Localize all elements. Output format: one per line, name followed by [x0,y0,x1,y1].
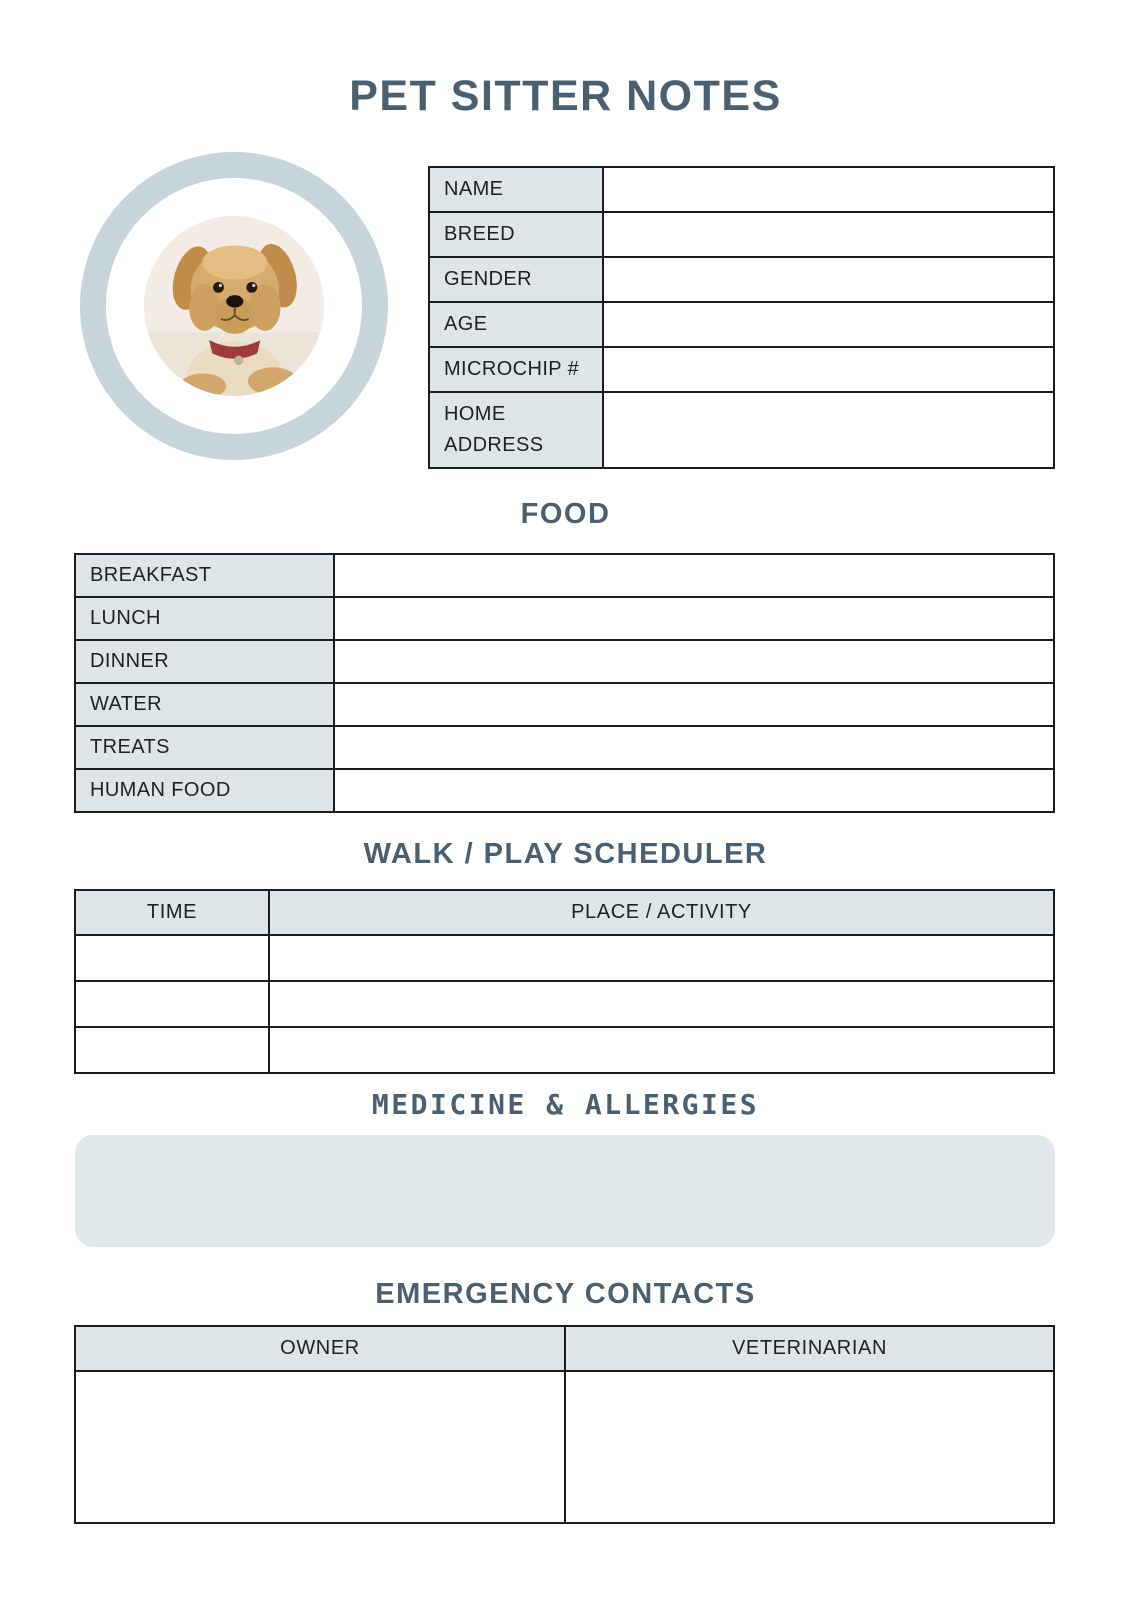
pet-photo-frame [80,152,388,460]
food-value-lunch[interactable] [334,597,1054,640]
walk-activity-cell-3[interactable] [269,1027,1054,1073]
pet-info-value-microchip[interactable] [603,347,1054,392]
walk-scheduler-heading: WALK / PLAY SCHEDULER [363,838,768,870]
emergency-owner-cell[interactable] [75,1371,565,1523]
pet-info-value-breed[interactable] [603,212,1054,257]
pet-info-value-age[interactable] [603,302,1054,347]
food-label-breakfast: BREAKFAST [75,554,334,597]
food-heading: FOOD [520,498,611,530]
walk-activity-cell-2[interactable] [269,981,1054,1027]
food-value-human-food[interactable] [334,769,1054,812]
pet-info-label-home-address: HOME ADDRESS [429,392,603,468]
walk-time-cell-3[interactable] [75,1027,269,1073]
walk-time-cell-1[interactable] [75,935,269,981]
pet-info-table [428,166,1055,469]
page-title: PET SITTER NOTES [349,72,782,120]
pet-info-label-breed: BREED [429,212,603,257]
walk-scheduler-table [74,889,1055,1074]
emergency-veterinarian-cell[interactable] [565,1371,1054,1523]
pet-photo-inner-ring [106,178,362,434]
dog-photo [144,216,324,396]
walk-time-cell-2[interactable] [75,981,269,1027]
pet-info-value-home-address[interactable] [603,392,1054,468]
emergency-column-header-veterinarian: VETERINARIAN [565,1326,1054,1371]
food-value-breakfast[interactable] [334,554,1054,597]
walk-column-header-time: TIME [75,890,269,935]
pet-info-label-gender: GENDER [429,257,603,302]
pet-info-value-name[interactable] [603,167,1054,212]
emergency-column-header-owner: OWNER [75,1326,565,1371]
medicine-notes-box[interactable] [75,1135,1055,1247]
food-table [74,553,1055,813]
food-label-lunch: LUNCH [75,597,334,640]
walk-activity-cell-1[interactable] [269,935,1054,981]
food-value-dinner[interactable] [334,640,1054,683]
food-value-water[interactable] [334,683,1054,726]
emergency-contacts-heading: EMERGENCY CONTACTS [375,1278,756,1310]
medicine-allergies-heading: MEDICINE & ALLERGIES [371,1088,760,1121]
pet-info-label-microchip: MICROCHIP # [429,347,603,392]
pet-info-label-age: AGE [429,302,603,347]
food-label-treats: TREATS [75,726,334,769]
food-label-dinner: DINNER [75,640,334,683]
walk-column-header-activity: PLACE / ACTIVITY [269,890,1054,935]
food-value-treats[interactable] [334,726,1054,769]
pet-info-label-name: NAME [429,167,603,212]
food-label-human-food: HUMAN FOOD [75,769,334,812]
emergency-contacts-table [74,1325,1055,1524]
food-label-water: WATER [75,683,334,726]
pet-info-value-gender[interactable] [603,257,1054,302]
